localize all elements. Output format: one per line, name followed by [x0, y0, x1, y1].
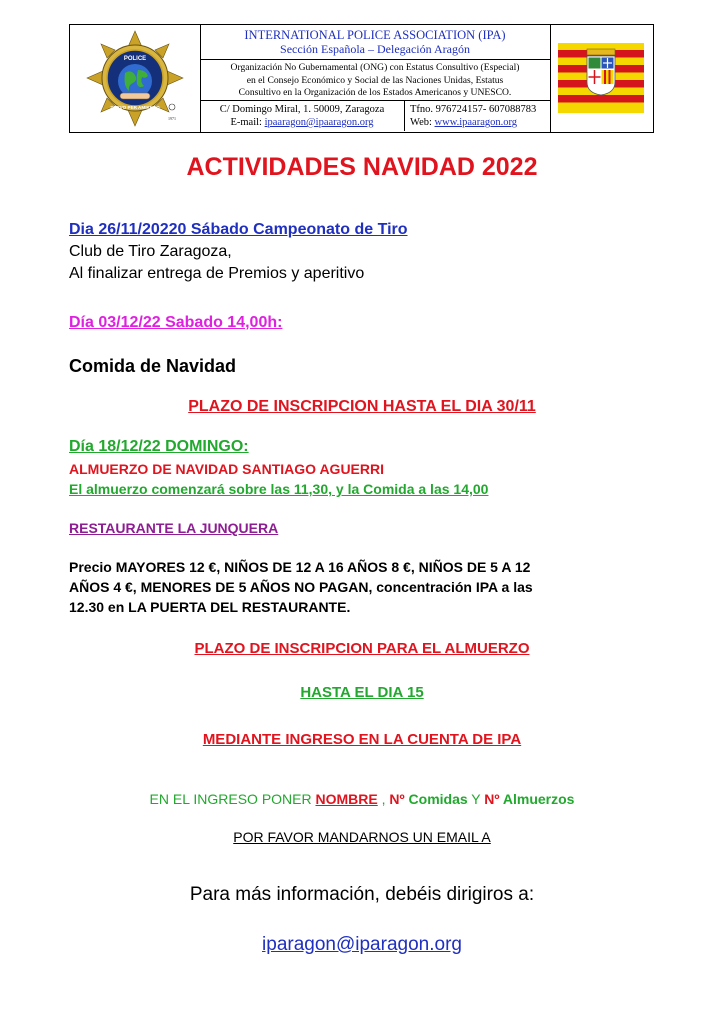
- logo-year: 1971: [168, 116, 176, 121]
- transfer-note: [0, 791, 724, 807]
- page-title: ACTIVIDADES NAVIDAD 2022: [186, 153, 538, 181]
- org-description-line: Consultivo en la Organización de los Estados Americanos y UNESCO.: [238, 87, 512, 98]
- logo-cell: [70, 25, 201, 132]
- more-info: Para más información, debéis dirigiros a:: [189, 884, 535, 905]
- registration-method: MEDIANTE INGRESO EN LA CUENTA DE IPA: [202, 731, 522, 748]
- org-section: Sección Española – Delegación Aragón: [280, 42, 470, 56]
- event1-location: Club de Tiro Zaragoza,: [69, 243, 232, 260]
- phone-web-block: [406, 101, 550, 131]
- contact-row: [200, 101, 550, 131]
- org-name: INTERNATIONAL POLICE ASSOCIATION (IPA): [244, 28, 506, 42]
- letterhead-info: [200, 25, 551, 132]
- logo-motto: SERVO PER AMIKECO: [110, 105, 160, 110]
- letterhead-title-block: [200, 25, 550, 60]
- web-label: Web:: [410, 117, 432, 128]
- ipa-logo-icon: [70, 25, 200, 132]
- transfer-note-number: Nº: [389, 791, 405, 807]
- event2-deadline: PLAZO DE INSCRIPCION HASTA EL DIA 30/11: [188, 398, 536, 415]
- event2-heading: Día 03/12/22 Sabado 14,00h:: [69, 314, 283, 331]
- event3-venue: RESTAURANTE LA JUNQUERA: [69, 520, 279, 536]
- transfer-note-number: Nº: [484, 791, 500, 807]
- event3-price-line: Precio MAYORES 12 €, NIÑOS DE 12 A 16 AÑOS 8 €, NIÑOS DE 5 A 12: [69, 559, 531, 575]
- email-line: [200, 116, 404, 129]
- org-description-line: Organización No Gubernamental (ONG) con Estatus Consultivo (Especial): [230, 62, 520, 73]
- org-description-line: en el Consejo Económico y Social de las Naciones Unidas, Estatus: [246, 74, 504, 86]
- transfer-note-almuerzos: Almuerzos: [499, 791, 575, 807]
- contact-email-link[interactable]: iparagon@iparagon.org: [262, 934, 462, 955]
- header-email-link[interactable]: ipaaragon@ipaaragon.org: [264, 117, 374, 128]
- event3-time: El almuerzo comenzará sobre las 11,30, y la Comida a las 14,00: [69, 481, 489, 497]
- letterhead: [69, 24, 654, 133]
- email-request: POR FAVOR MANDARNOS UN EMAIL A: [233, 829, 491, 845]
- aragon-flag-icon: [550, 25, 653, 132]
- event3-price-line: AÑOS 4 €, MENORES DE 5 AÑOS NO PAGAN, concentración IPA a las: [69, 579, 533, 595]
- event2-name: Comida de Navidad: [69, 356, 237, 376]
- address-block: [200, 101, 405, 131]
- web-line: [410, 116, 550, 129]
- web-link[interactable]: www.ipaaragon.org: [434, 117, 518, 128]
- transfer-note-comidas: Comidas: [404, 791, 468, 807]
- transfer-note-separator: ,: [377, 791, 390, 807]
- transfer-note-separator: Y: [467, 791, 485, 807]
- event3-name: ALMUERZO DE NAVIDAD SANTIAGO AGUERRI: [69, 461, 384, 477]
- contact-email-row: [0, 934, 724, 956]
- email-label: E-mail:: [230, 117, 262, 128]
- transfer-note-nombre: NOMBRE: [315, 791, 378, 807]
- event1-heading: Dia 26/11/20220 Sábado Campeonato de Tiro: [69, 221, 408, 238]
- event3-price-line: 12.30 en LA PUERTA DEL RESTAURANTE.: [69, 599, 351, 615]
- phone: Tfno. 976724157- 607088783: [410, 104, 537, 115]
- flag-cell: [550, 25, 653, 132]
- registration-deadline: PLAZO DE INSCRIPCION PARA EL ALMUERZO: [194, 640, 530, 657]
- logo-text: POLICE: [123, 56, 147, 62]
- registration-date: HASTA EL DIA 15: [300, 684, 424, 701]
- event3-heading: Día 18/12/22 DOMINGO:: [69, 438, 249, 455]
- org-description: [200, 60, 550, 101]
- event1-details: Al finalizar entrega de Premios y aperitivo: [69, 265, 365, 282]
- transfer-note-prefix: EN EL INGRESO PONER: [149, 791, 316, 807]
- address: C/ Domingo Miral, 1. 50009, Zaragoza: [219, 104, 385, 115]
